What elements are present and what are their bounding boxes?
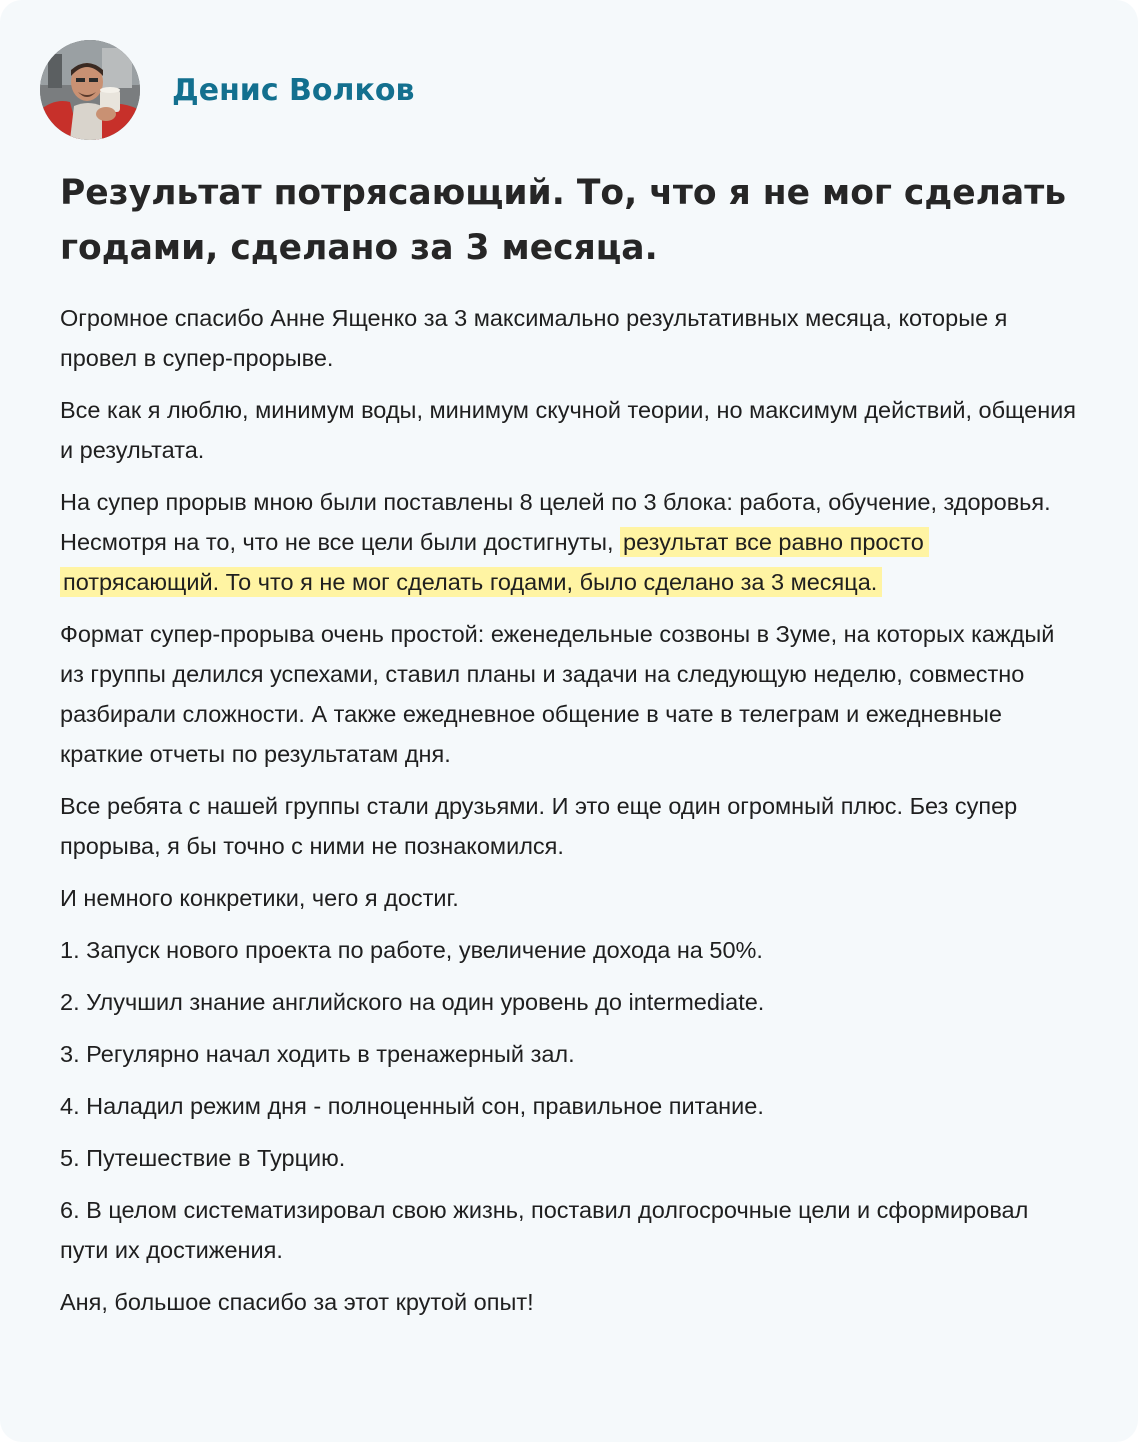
review-paragraph-2: Все как я люблю, минимум воды, минимум скучной теории, но максимум действий, общения и результата. — [60, 397, 1077, 463]
achievement-item-4: 4. Наладил режим дня - полноценный сон, правильное питание. — [60, 1093, 764, 1119]
achievement-item-6: 6. В целом систематизировал свою жизнь, поставил долгосрочные цели и сформировал пути их достижения. — [60, 1197, 1029, 1263]
achievement-item-2: 2. Улучшил знание английского на один уровень до intermediate. — [60, 989, 765, 1015]
review-paragraph-3-text: На супер прорыв мною были поставлены 8 целей по 3 блока: работа, обучение, здоровья. Несмотря на то, что не все цели были достигнуты, — [60, 489, 1051, 555]
author-name[interactable]: Денис Волков — [172, 72, 415, 108]
review-title: Результат потрясающий. То, что я не мог сделать годами, сделано за 3 месяца. — [60, 173, 1067, 268]
review-paragraph-4: Формат супер-прорыва очень простой: еженедельные созвоны в Зуме, на которых каждый из группы делился успехами, ставил планы и задачи на следующую неделю, совместно разбирали сложности. А также ежедневное общение в чате в телеграм и ежедневные краткие отчеты по результатам дня. — [60, 621, 1055, 767]
avatar — [40, 40, 140, 140]
review-paragraph-3 — [60, 482, 1080, 602]
review-body — [60, 298, 1080, 1334]
review-paragraph-1: Огромное спасибо Анне Ященко за 3 максимально результативных месяца, которые я провел в супер-прорыве. — [60, 305, 1008, 371]
review-closing: Аня, большое спасибо за этот крутой опыт! — [60, 1289, 534, 1315]
review-paragraph-6: И немного конкретики, чего я достиг. — [60, 885, 459, 911]
achievement-item-3: 3. Регулярно начал ходить в тренажерный зал. — [60, 1041, 575, 1067]
achievement-item-1: 1. Запуск нового проекта по работе, увеличение дохода на 50%. — [60, 937, 763, 963]
achievement-item-5: 5. Путешествие в Турцию. — [60, 1145, 346, 1171]
user-photo-avatar-icon — [40, 40, 140, 140]
author-block — [40, 40, 414, 140]
highlighted-text: результат все равно просто потрясающий. То что я не мог сделать годами, было сделано за 3 месяца. — [60, 527, 929, 597]
review-paragraph-5: Все ребята с нашей группы стали друзьями. И это еще один огромный плюс. Без супер прорыва, я бы точно с ними не познакомился. — [60, 793, 1018, 859]
